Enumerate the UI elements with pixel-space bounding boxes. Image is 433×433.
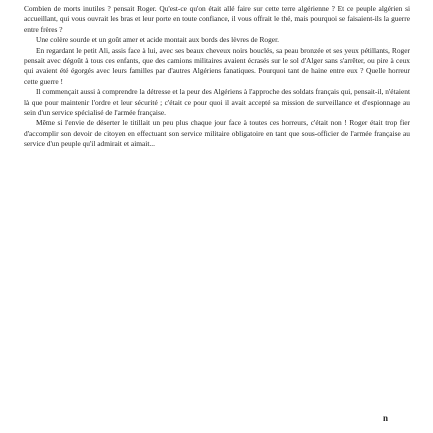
paragraph: Combien de morts inutiles ? pensait Roger. Qu'est-ce qu'on était allé faire sur cette terre algérienne ? Et ce peuple algérien si accueillant, qui vous ouvrait les bras et leur porte en toute confiance, il vous offrait le thé, mais pourquoi se faisaient-ils la guerre entre frères ? bbox=[24, 4, 410, 34]
paragraph: Même si l'envie de déserter le titillait un peu plus chaque jour face à toutes ces horreurs, c'était non ! Roger était trop fier d'accomplir son devoir de citoyen en effectuant son service militaire obligatoire en tant que sous-officier de l'armée française au service d'un peuple qu'il admirait et aimait... bbox=[24, 118, 410, 149]
body-text bbox=[24, 4, 410, 150]
paragraph: En regardant le petit Ali, assis face à lui, avec ses beaux cheveux noirs bouclés, sa peau bronzée et ses yeux pétillants, Roger pensait avec dégoût à tous ces enfants, que des camions militaires avaient écrasés sur le sol d'Alger sans s'arrêter, ou pire à ceux qui avaient été égorgés avec leurs familles par d'autres Algériens fanatiques. Pourquoi tant de haine entre eux ? Quelle horreur cette guerre ! bbox=[24, 45, 410, 86]
page-number: n bbox=[383, 413, 389, 423]
paragraph: Une colère sourde et un goût amer et acide montait aux bords des lèvres de Roger. bbox=[36, 35, 279, 45]
paragraph: Il commençait aussi à comprendre la détresse et la peur des Algériens à l'approche des soldats français qui, pensait-il, n'étaient là que pour maintenir l'ordre et leur sécurité ; c'était ce pour quoi il avait accepté sa mission de surveillance et d'espionnage au sein d'un service spécialisé de l'armée française. bbox=[24, 87, 410, 118]
